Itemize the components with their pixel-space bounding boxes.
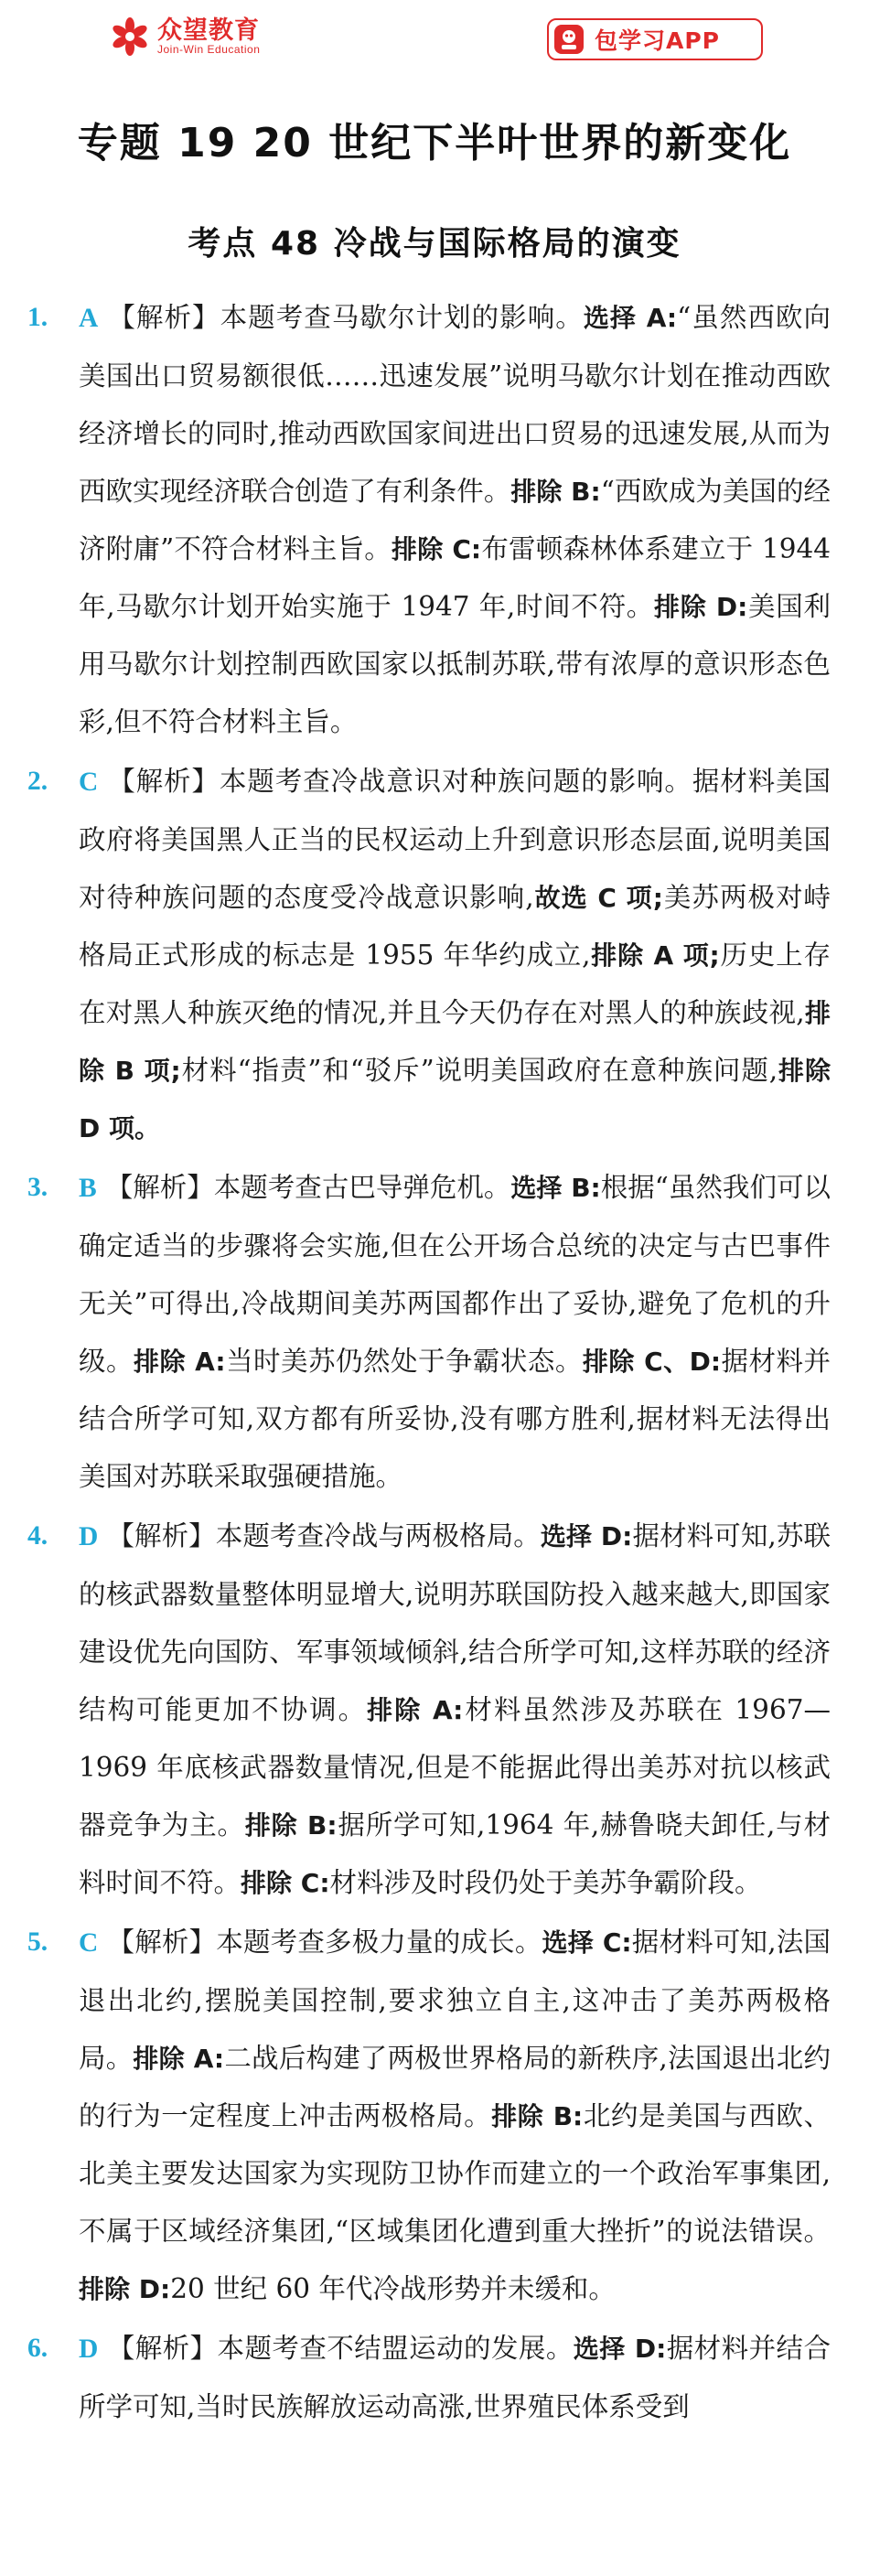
answer-keyword: 排除 C: <box>392 534 482 564</box>
answer-text: 本题考查冷战与两极格局。 <box>215 1520 541 1551</box>
brand-name-en: Join-Win Education <box>157 43 261 57</box>
answer-text: 据材料可知,苏联的核武器数量整体明显增大,说明苏联国防投入越来越大,即国家建设优先向国防、军事领域倾斜,结合所学可知,这样苏联的经济结构可能更加不协调。 <box>79 1520 831 1725</box>
answer-choice: D <box>79 2334 99 2364</box>
answer-text: 【解析】 <box>105 1172 214 1203</box>
answer-keyword: 排除 A: <box>133 2044 225 2074</box>
answer-number: 3. <box>27 1173 48 1202</box>
answer-item <box>27 753 831 1157</box>
answer-keyword: 排除 B: <box>510 477 601 507</box>
answer-choice: D <box>79 1522 99 1551</box>
answer-number: 4. <box>27 1521 48 1551</box>
brand-name: 众望教育 <box>157 16 260 45</box>
answer-text: 本题考查古巴导弹危机。 <box>213 1172 511 1203</box>
answer-number: 2. <box>27 767 48 796</box>
answer-keyword: 选择 A: <box>583 303 678 333</box>
answer-item <box>27 1914 831 2318</box>
answer-text: 据材料并结合所学可知,当时民族解放运动高涨,世界殖民体系受到 <box>79 2333 831 2422</box>
answer-keyword: 排除 B: <box>244 1810 338 1841</box>
answer-text: 【解析】 <box>107 1520 216 1551</box>
section-title: 考点 48 冷战与国际格局的演变 <box>188 225 681 263</box>
answer-keyword: 排除 B: <box>491 2101 584 2131</box>
answer-keyword: 选择 C: <box>542 1927 632 1958</box>
page-header <box>0 0 869 84</box>
answer-text: 历史上存在对黑人种族灭绝的情况,并且今天仍存在对黑人的种族歧视, <box>79 939 831 1028</box>
brand-logo <box>110 16 260 57</box>
answer-text: 【解析】 <box>107 766 220 797</box>
answer-choice: C <box>79 1928 99 1958</box>
answer-keyword: 排除 D 项。 <box>79 1056 831 1143</box>
answer-text: 本题考查多极力量的成长。 <box>216 1927 542 1958</box>
answer-item <box>27 1508 831 1912</box>
app-label: 包学习APP <box>595 27 720 54</box>
answer-keyword: 选择 D: <box>540 1521 633 1551</box>
answer-keyword: 排除 C: <box>241 1868 330 1898</box>
answer-text: 本题考查马歇尔计划的影响。 <box>220 302 584 333</box>
answer-item <box>27 1159 831 1506</box>
answer-text: 【解析】 <box>107 1927 217 1958</box>
answer-keyword: 排除 A 项; <box>590 940 720 971</box>
answer-keyword: 选择 B: <box>510 1173 601 1203</box>
answer-keyword: 排除 B 项; <box>79 998 831 1086</box>
answer-text: 本题考查不结盟运动的发展。 <box>217 2333 574 2364</box>
answer-keyword: 排除 D: <box>654 592 748 622</box>
app-badge <box>547 18 763 60</box>
answer-text: 【解析】 <box>107 2333 218 2364</box>
answer-keyword: 选择 D: <box>573 2334 667 2364</box>
answer-choice: B <box>79 1174 97 1203</box>
answer-list <box>27 289 831 2438</box>
answer-text: 据材料并结合所学可知,双方都有所妥协,没有哪方胜利,据材料无法得出美国对苏联采取强硬措施。 <box>79 1346 831 1492</box>
answer-text: 根据“虽然我们可以确定适当的步骤将会实施,但在公开场合总统的决定与古巴事件无关”可得出,冷战期间美苏两国都作出了妥协,避免了危机的升级。 <box>79 1172 831 1377</box>
answer-choice: C <box>79 767 99 797</box>
answer-keyword: 排除 C、D: <box>582 1347 722 1377</box>
app-icon <box>553 23 585 56</box>
answer-keyword: 排除 A: <box>367 1695 464 1725</box>
answer-text: 材料涉及时段仍处于美苏争霸阶段。 <box>329 1867 762 1898</box>
answer-text: 当时美苏仍然处于争霸状态。 <box>225 1346 583 1377</box>
answer-text: “虽然西欧向美国出口贸易额很低……迅速发展”说明马歇尔计划在推动西欧经济增长的同时,推动西欧国家间进出口贸易的迅速发展,从而为西欧实现经济联合创造了有利条件。 <box>79 302 831 507</box>
answer-choice: A <box>79 304 99 333</box>
answer-text: 美苏两极对峙格局正式形成的标志是 1955 年华约成立, <box>79 882 831 971</box>
answer-keyword: 排除 D: <box>79 2274 171 2304</box>
answer-item <box>27 289 831 751</box>
answer-number: 1. <box>27 303 48 332</box>
answer-text: 据材料可知,法国退出北约,摆脱美国控制,要求独立自主,这冲击了美苏两极格局。 <box>79 1927 831 2074</box>
answer-text: 北约是美国与西欧、北美主要发达国家为实现防卫协作而建立的一个政治军事集团,不属于区域经济集团,“区域集团化遭到重大挫折”的说法错误。 <box>79 2100 831 2247</box>
brand-flower-icon <box>110 16 150 57</box>
answer-text: 布雷顿森林体系建立于 1944 年,马歇尔计划开始实施于 1947 年,时间不符。 <box>79 533 831 622</box>
answer-text: 二战后构建了两极世界格局的新秩序,法国退出北约的行为一定程度上冲击两极格局。 <box>79 2043 831 2131</box>
answer-text: 材料虽然涉及苏联在 1967—1969 年底核武器数量情况,但是不能据此得出美苏对抗以核武器竞争为主。 <box>79 1694 831 1841</box>
answer-text: 20 世纪 60 年代冷战形势并未缓和。 <box>170 2273 616 2304</box>
answer-number: 5. <box>27 1927 48 1957</box>
answer-text: 本题考查冷战意识对种族问题的影响。据材料美国政府将美国黑人正当的民权运动上升到意识形态层面,说明美国对待种族问题的态度受冷战意识影响, <box>79 766 831 913</box>
answer-number: 6. <box>27 2334 48 2363</box>
answer-text: 据所学可知,1964 年,赫鲁晓夫卸任,与材料时间不符。 <box>79 1809 831 1898</box>
answer-text: 材料“指责”和“驳斥”说明美国政府在意种族问题, <box>180 1055 778 1086</box>
answer-item <box>27 2320 831 2436</box>
answer-keyword: 故选 C 项; <box>533 883 663 913</box>
answer-text: 【解析】 <box>107 302 220 333</box>
answer-text: “西欧成为美国的经济附庸”不符合材料主旨。 <box>79 476 831 564</box>
answer-keyword: 排除 A: <box>133 1347 226 1377</box>
chapter-title: 专题 19 20 世纪下半叶世界的新变化 <box>77 120 792 166</box>
answer-text: 美国利用马歇尔计划控制西欧国家以抵制苏联,带有浓厚的意识形态色彩,但不符合材料主旨。 <box>79 591 831 737</box>
